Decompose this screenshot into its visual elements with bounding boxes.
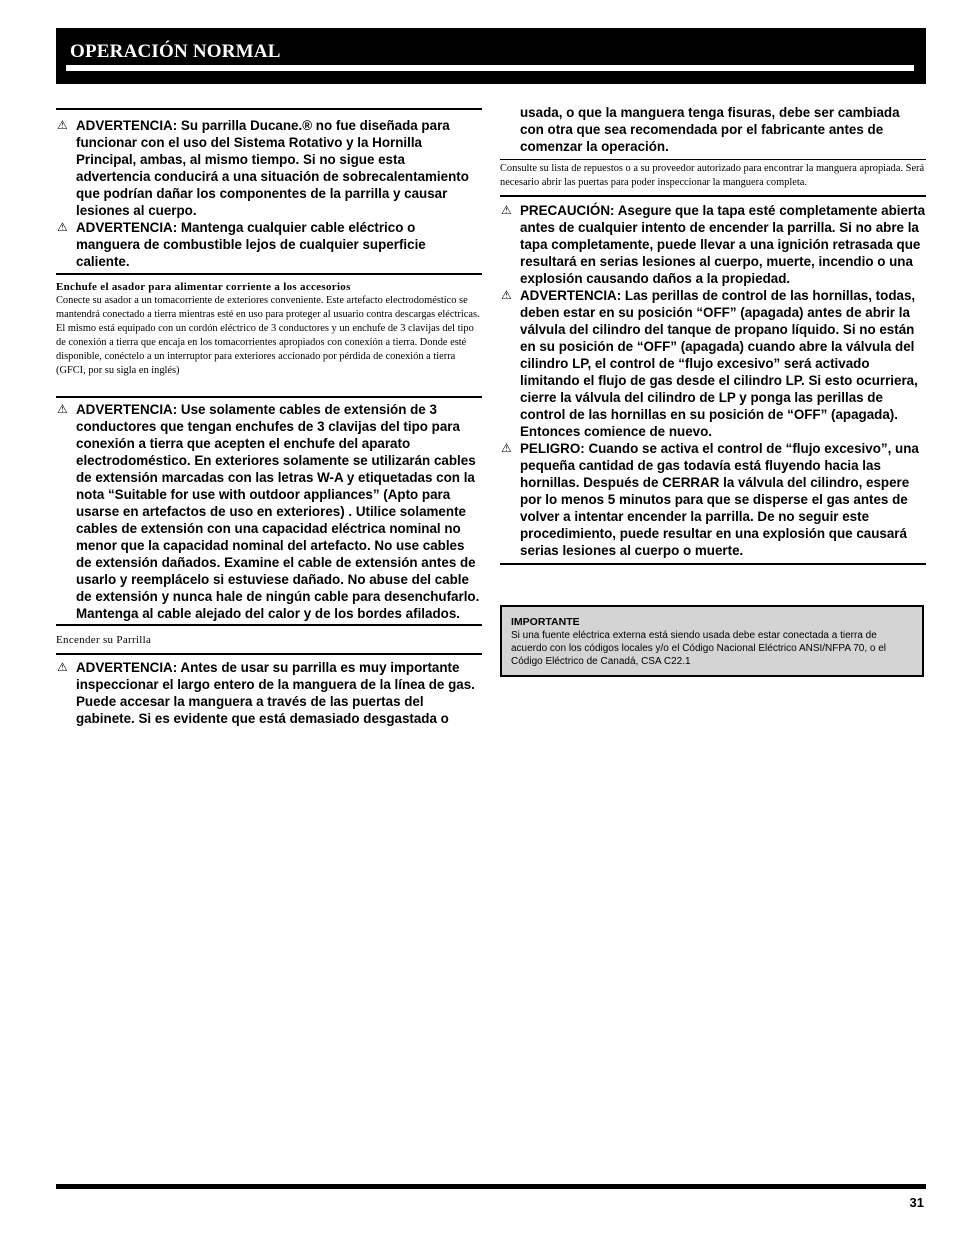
section-title-lighting: Encender su Parrilla xyxy=(56,634,152,646)
header-rule xyxy=(66,65,914,71)
header-bar xyxy=(56,28,926,84)
warning-icon: ⚠ xyxy=(501,288,512,302)
page-number: 31 xyxy=(909,1195,924,1210)
warning-control-knobs xyxy=(500,287,926,440)
warning-text: PRECAUCIÓN: Asegure que la tapa esté completamente abierta antes de cualquier intento de encender la parrilla. Si no abre la tapa completamente, puede llevar a una ignición retrasada que resultará en serias lesiones al cuerpo, muerte, incendio o una explosión causando daños a la propiedad. xyxy=(520,203,926,286)
danger-excess-flow xyxy=(500,440,926,559)
warning-hose-continued: usada, o que la manguera tenga fisuras, debe ser cambiada con otra que sea recomendada por el fabricante antes de comenzar la operación. xyxy=(520,105,900,154)
page-title: OPERACIÓN NORMAL xyxy=(70,41,281,62)
warning-icon: ⚠ xyxy=(57,118,68,132)
divider xyxy=(56,396,482,398)
section-title-power: Enchufe el asador para alimentar corriente a los accesorios xyxy=(56,281,351,293)
important-text: Si una fuente eléctrica externa está siendo usada debe estar conectada a tierra de acuerdo con los códigos locales y/o el Código Nacional Eléctrico ANSI/NFPA 70, o el Código Eléctrico de Canadá, CSA C22.1 xyxy=(511,630,887,667)
caution-lid xyxy=(500,202,926,287)
warning-icon: ⚠ xyxy=(57,220,68,234)
divider xyxy=(56,624,482,626)
section-body-power: Conecte su asador a un tomacorriente de exteriores conveniente. Este artefacto electrodoméstico se mantendrá conectado a tierra mientras esté en uso para proteger al usuario contra descargas eléctricas. El mismo está equipado con un cordón eléctrico de 3 conductores y un enchufe de 3 clavijas del tipo de conexión a tierra que encaja en los tomacorrientes apropiados con conexión a tierra. Donde esté disponible, conéctelo a un interruptor para exteriores accionado por pérdida de conexión a tierra (GFCI, por su sigla en inglés) xyxy=(56,295,480,376)
warning-icon: ⚠ xyxy=(501,203,512,217)
warning-text: PELIGRO: Cuando se activa el control de “flujo excesivo”, una pequeña cantidad de gas todavía está fluyendo hacia las hornillas. Después de CERRAR la válvula del cilindro, espere por lo menos 5 minutos para que se disperse el gas antes de volver a intentar encender la parrilla. De no seguir este procedimiento, puede resultar en una explosión que causará serias lesiones al cuerpo o muerte. xyxy=(520,441,919,558)
warning-text: ADVERTENCIA: Antes de usar su parrilla es muy importante inspeccionar el largo entero de la manguera de la línea de gas. Puede accesar la manguera a través de las puertas del gabinete. Si es evidente que está demasiado desgastada o xyxy=(76,660,475,726)
divider xyxy=(500,563,926,565)
warning-icon: ⚠ xyxy=(57,660,68,674)
important-notice xyxy=(500,605,924,677)
footer-rule xyxy=(56,1184,926,1189)
right-column xyxy=(500,104,926,565)
divider xyxy=(56,653,482,655)
left-column xyxy=(56,108,482,727)
warning-text: ADVERTENCIA: Su parrilla Ducane.® no fue diseñada para funcionar con el uso del Sistema Rotativo y la Hornilla Principal, ambas, al mismo tiempo. Si no sigue esta advertencia conducirá a una situación de sobrecalentamiento que podrían dañar los componentes de la parrilla y causar lesiones al cuerpo. xyxy=(76,118,469,218)
warning-text: ADVERTENCIA: Use solamente cables de extensión de 3 conductores que tengan enchufes de 3 clavijas del tipo para conexión a tierra que acepten el enchufe del aparato electrodoméstico. En exteriores solamente se utilizarán cables de extensión marcadas con las letras W-A y etiquetadas con la nota “Suitable for use with outdoor appliances” (Apto para usarse en artefactos de uso en exteriores) . Utilice solamente cables de extensión con una capacidad eléctrica nominal no menor que la capacidad nominal del artefacto. No use cables de extensión dañados. Examine el cable de extensión antes de usarlo y reemplácelo si estuviese dañado. No abuse del cable de extensión y nunca hale de ningún cable para desenchufarlo. Mantenga al cable alejado del calor y de los bordes afilados. xyxy=(76,402,480,621)
warning-text: ADVERTENCIA: Las perillas de control de las hornillas, todas, deben estar en su posición “OFF” (apagada) antes de abrir la válvula del cilindro del tanque de propano líquido. Si no están en su posición de “OFF” (apagada) cuando abre la válvula del cilindro LP, el control de “flujo excesivo” será activado limitando el flujo de gas desde el cilindro LP. Si esto ocurriera, cierre la válvula del cilindro de LP y ponga las perillas de control de las hornillas en su posición de “OFF” (apagada). Entonces comience de nuevo. xyxy=(520,288,918,439)
warning-text: ADVERTENCIA: Mantenga cualquier cable eléctrico o manguera de combustible lejos de cualquier superficie caliente. xyxy=(76,220,426,269)
divider xyxy=(500,195,926,197)
important-title: IMPORTANTE xyxy=(511,616,580,628)
warning-cables xyxy=(56,219,482,270)
divider xyxy=(500,159,926,160)
divider xyxy=(56,108,482,110)
warning-rotisserie xyxy=(56,117,482,219)
warning-extension-cords xyxy=(56,401,482,622)
divider xyxy=(56,273,482,275)
warning-icon: ⚠ xyxy=(501,441,512,455)
hose-note: Consulte su lista de repuestos o a su proveedor autorizado para encontrar la manguera apropiada. Será necesario abrir las puertas para poder inspeccionar la manguera completa. xyxy=(500,163,925,188)
warning-hose-inspection xyxy=(56,659,482,727)
warning-icon: ⚠ xyxy=(57,402,68,416)
